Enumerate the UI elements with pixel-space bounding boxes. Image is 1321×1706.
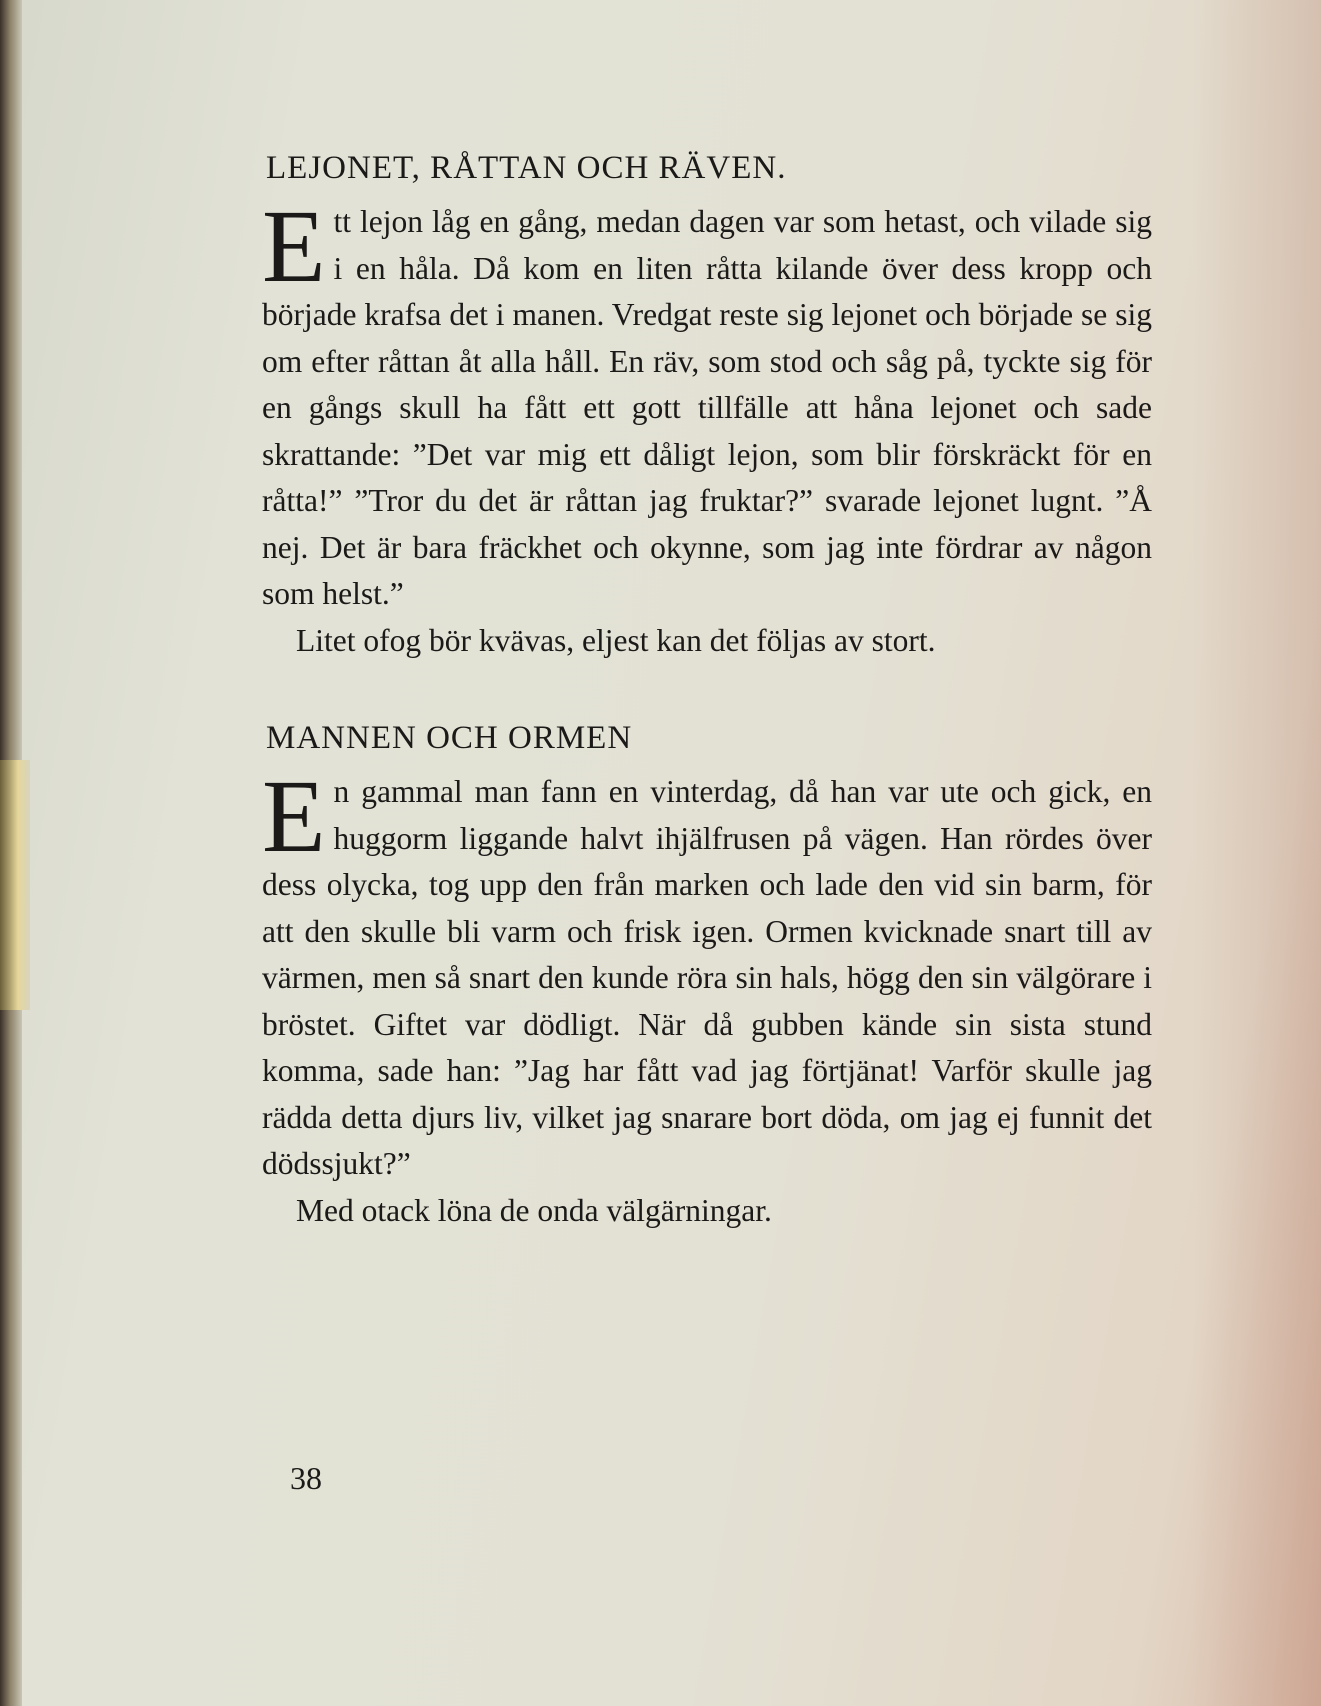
fable-man-snake bbox=[262, 720, 1152, 1234]
page-edge-highlight bbox=[0, 760, 30, 1010]
drop-cap: E bbox=[262, 759, 326, 874]
drop-cap: E bbox=[262, 189, 326, 304]
page-number: 38 bbox=[290, 1460, 322, 1496]
text-block bbox=[262, 150, 1152, 1234]
fable-body bbox=[262, 759, 1152, 1188]
page-shadow bbox=[1191, 0, 1321, 1706]
fable-title: LEJONET, RÅTTAN OCH RÄVEN. bbox=[266, 150, 787, 186]
fable-lion-rat-fox bbox=[262, 150, 1152, 664]
fable-text: tt lejon låg en gång, medan dagen var som hetast, och vilade sig i en håla. Då kom en liten råtta kilande över dess kropp och började krafsa det i manen. Vredgat reste sig lejonet och började se sig om efter råttan åt alla håll. En räv, som stod och såg på, tyckte sig för en gångs skull ha fått ett gott tillfälle att håna lejonet och sade skrattande: ”Det var mig ett dåligt lejon, som blir förskräckt för en råtta!” ”Tror du det är råttan jag fruktar?” svarade lejonet lugnt. ”Å nej. Det är bara fräckhet och okynne, som jag inte fördrar av någon som helst.” bbox=[262, 204, 1152, 611]
fable-moral: Med otack löna de onda välgärningar. bbox=[296, 1192, 772, 1228]
fable-body bbox=[262, 189, 1152, 618]
fable-moral: Litet ofog bör kvävas, eljest kan det följas av stort. bbox=[296, 622, 936, 658]
fable-text: n gammal man fann en vinterdag, då han var ute och gick, en huggorm liggande halvt ihjälfrusen på vägen. Han rördes över dess olycka, tog upp den från marken och lade den vid sin barm, för att den skulle bli varm och frisk igen. Ormen kvicknade snart till av värmen, men så snart den kunde röra sin hals, högg den sin välgörare i bröstet. Giftet var dödligt. När då gubben kände sin sista stund komma, sade han: ”Jag har fått vad jag förtjänat! Varför skulle jag rädda detta djurs liv, vilket jag snarare bort döda, om jag ej funnit det dödssjukt?” bbox=[262, 774, 1152, 1181]
fable-title: MANNEN OCH ORMEN bbox=[266, 720, 633, 756]
